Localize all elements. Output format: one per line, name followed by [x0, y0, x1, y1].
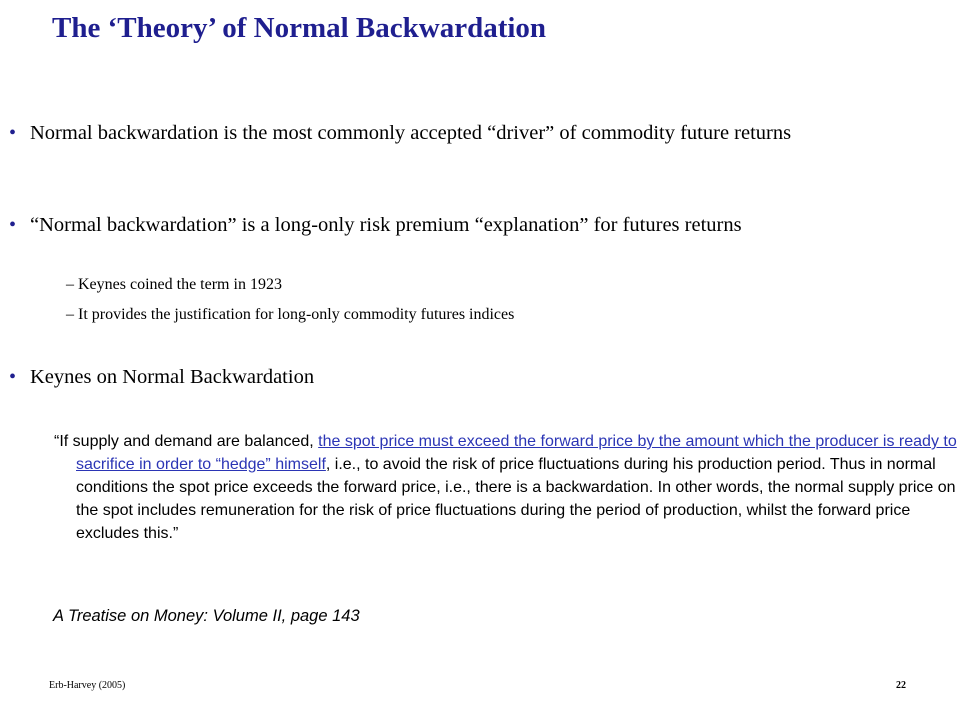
keynes-quote — [54, 430, 960, 545]
bullet-text: “Normal backwardation” is a long-only risk premium “explanation” for futures returns — [30, 214, 742, 236]
citation: A Treatise on Money: Volume II, page 143 — [53, 607, 360, 625]
bullet-icon: • — [9, 366, 17, 388]
sub-bullet-item — [66, 275, 926, 295]
sub-bullet-item — [66, 305, 926, 325]
bullet-icon: • — [9, 214, 17, 236]
page-number: 22 — [896, 680, 906, 691]
sub-bullet-text: It provides the justification for long-only commodity futures indices — [78, 306, 515, 323]
slide-title: The ‘Theory’ of Normal Backwardation — [52, 12, 547, 44]
dash-icon: – — [66, 276, 74, 293]
quote-hyperlink[interactable]: the spot price must exceed the forward price by the amount which the producer is ready to sacrifice in order to “hedge” himself — [76, 433, 957, 473]
dash-icon: – — [66, 306, 74, 323]
bullet-item — [9, 121, 939, 146]
bullet-item — [9, 213, 939, 238]
footer-source: Erb-Harvey (2005) — [49, 680, 126, 691]
quote-text-after: , i.e., to avoid the risk of price fluctuations during his production period. Thus in normal conditions the spot price exceeds the forward price, i.e., there is a backwardation. In other words, the normal supply price on the spot includes remuneration for the risk of price fluctuations during the period of production, whilst the forward price excludes this.” — [76, 456, 956, 542]
bullet-text: Normal backwardation is the most commonly accepted “driver” of commodity future returns — [30, 122, 792, 144]
sub-bullet-text: Keynes coined the term in 1923 — [78, 276, 282, 293]
bullet-item — [9, 365, 939, 390]
quote-text-before: “If supply and demand are balanced, — [54, 433, 319, 450]
bullet-text: Keynes on Normal Backwardation — [30, 366, 315, 388]
bullet-icon: • — [9, 122, 17, 144]
